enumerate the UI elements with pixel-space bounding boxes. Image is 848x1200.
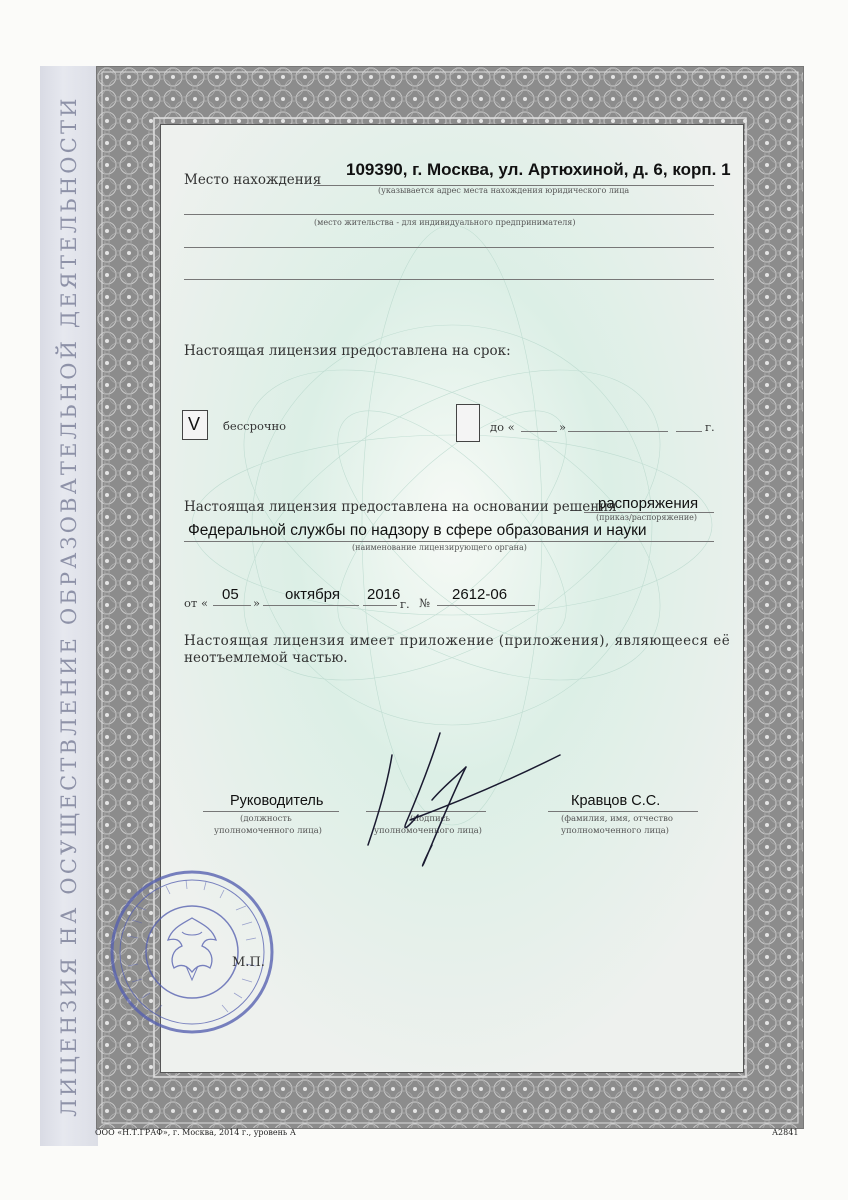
signature-hint-1: (подпись (410, 814, 451, 824)
until-day-line (521, 431, 557, 432)
authority-line (184, 541, 714, 542)
location-hint: (указывается адрес места нахождения юридического лица (378, 186, 630, 195)
signatory-position: Руководитель (230, 793, 324, 809)
licensing-authority: Федеральной службы по надзору в сфере образования и науки (188, 522, 647, 539)
date-month-line (263, 605, 359, 606)
signature-hint-2: уполномоченного лица) (374, 826, 482, 836)
handwritten-signature (340, 725, 570, 875)
date-day: 05 (222, 586, 239, 603)
appendix-line-2: неотъемлемой частью. (184, 650, 348, 666)
position-line (203, 811, 339, 812)
until-mid: » (559, 420, 567, 434)
address-line-2 (184, 214, 714, 215)
date-from: от « (184, 596, 208, 610)
date-day-line (213, 605, 251, 606)
seal-place-label: М.П. (232, 955, 265, 970)
printer-imprint: ООО «Н.Т.ГРАФ», г. Москва, 2014 г., уровень А (95, 1128, 296, 1137)
authority-hint: (наименование лицензирующего органа) (352, 543, 527, 552)
date-year-suffix: г. (400, 597, 410, 611)
address-line-4 (184, 279, 714, 280)
license-decision-number: 2612-06 (452, 586, 508, 603)
until-year-line (676, 431, 702, 432)
name-hint-2: уполномоченного лица) (561, 826, 669, 836)
location-label: Место нахождения (184, 172, 322, 188)
residence-hint: (место жительства - для индивидуального предпринимателя) (314, 218, 576, 227)
location-value: 109390, г. Москва, ул. Артюхиной, д. 6, корп. 1 (346, 160, 731, 179)
name-line (548, 811, 698, 812)
signatory-name: Кравцов С.С. (571, 793, 661, 809)
indefinite-checkbox (182, 410, 208, 440)
form-series: А2841 (772, 1128, 799, 1137)
appendix-line-1: Настоящая лицензия имеет приложение (приложения), являющееся её (184, 633, 731, 649)
address-line-3 (184, 247, 714, 248)
until-month-line (568, 431, 668, 432)
date-year: 2016 (367, 586, 401, 603)
date-close-quote: » (253, 596, 261, 610)
date-month: октября (285, 586, 340, 603)
until-suffix: г. (705, 420, 715, 434)
basis-label: Настоящая лицензия предоставлена на основании решения (184, 499, 617, 515)
number-line (437, 605, 535, 606)
term-label: Настоящая лицензия предоставлена на срок: (184, 343, 511, 359)
position-hint-2: уполномоченного лица) (214, 826, 322, 836)
position-hint-1: (должность (240, 814, 292, 824)
until-prefix: до « (490, 420, 515, 434)
date-year-line (363, 605, 397, 606)
decision-type: распоряжения (598, 495, 699, 512)
decision-type-hint: (приказ/распоряжение) (596, 513, 698, 522)
indefinite-label: бессрочно (223, 419, 287, 433)
number-sign: № (419, 596, 430, 610)
indefinite-check-mark: V (188, 414, 201, 434)
name-hint-1: (фамилия, имя, отчество (561, 814, 674, 824)
license-vertical-title: ЛИЦЕНЗИЯ НА ОСУЩЕСТВЛЕНИЕ ОБРАЗОВАТЕЛЬНОЙ ДЕЯТЕЛЬНОСТИ (57, 95, 81, 1117)
official-stamp (106, 866, 278, 1038)
until-checkbox (456, 404, 480, 442)
